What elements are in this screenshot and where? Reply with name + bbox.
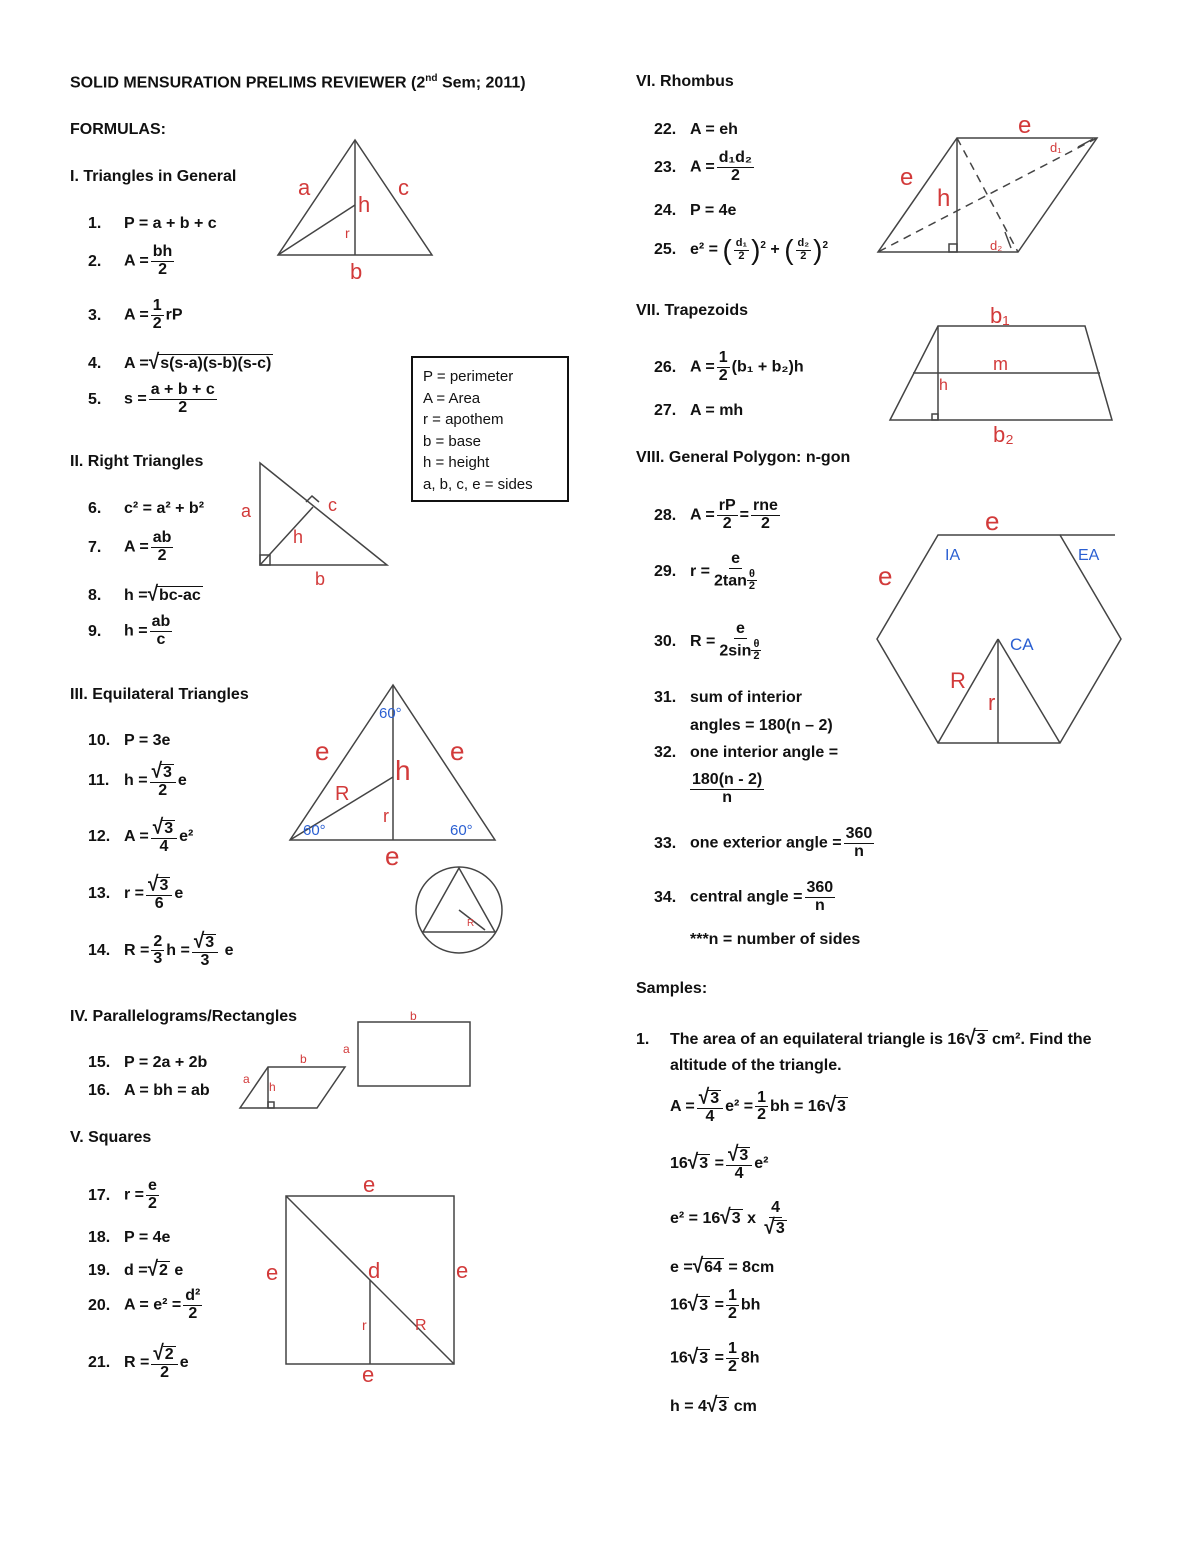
label-r: r	[345, 225, 350, 241]
equilateral-triangle-diagram	[285, 680, 510, 960]
formula-30: 30. R = e 2sin $\frac{\theta}{2}$	[654, 620, 760, 663]
formula-5: 5. s = $\frac{a + b + c}{2}$	[88, 381, 215, 416]
formula-24: 24. P = 4e	[654, 202, 737, 219]
triangle-general-diagram	[270, 135, 440, 285]
sample-problem: 1. The area of an equilateral triangle is 16√3 cm². Find the	[636, 1026, 1092, 1051]
formula-20: 20. A = e² = $\frac{\text{d²}}{2}$	[88, 1287, 201, 1322]
formulas-heading: FORMULAS:	[70, 121, 166, 138]
formula-29: 29. r = e 2tan $\frac{\theta}{2}$	[654, 550, 756, 593]
formula-8: 8. h =√bc-ac	[88, 582, 201, 607]
label-CA: CA	[1010, 635, 1034, 654]
formula-32-fraction: $\frac{180(n - 2)}{n}$	[692, 771, 763, 806]
formula-4: 4. A =√s(s-a)(s-b)(s-c)	[88, 350, 272, 375]
label-h: h	[937, 185, 951, 212]
solution-step-7: h = 4√3 cm	[670, 1393, 757, 1418]
formula-31: 31. sum of interior	[654, 689, 803, 706]
label-r: r	[383, 806, 389, 826]
label-c: c	[328, 495, 337, 515]
formula-6: 6. c² = a² + b²	[88, 500, 205, 517]
formula-11: 11. h = $\frac{√3}{2}$ e	[88, 759, 187, 799]
label-b-para: b	[300, 1052, 307, 1066]
label-r: r	[988, 690, 996, 715]
formula-26: 26. A = $\frac{1}{2}$ (b₁ + b₂)h	[654, 349, 804, 384]
label-a: a	[298, 175, 311, 200]
label-R: R	[950, 668, 966, 693]
solution-step-1: A = $\frac{√3}{4}$ e² = $\frac{1}{2}$ bh = 16√3	[670, 1085, 846, 1125]
formula-27: 27. A = mh	[654, 402, 744, 419]
section-trapezoids: VII. Trapezoids	[636, 302, 749, 319]
variable-legend: P = perimeter A = Area r = apothem b = base h = height a, b, c, e = sides	[411, 356, 569, 502]
formula-28: 28. A = $\frac{rP}{2}$ = rne 2	[654, 497, 778, 532]
label-b1: b₁	[990, 303, 1010, 328]
section-equilateral-triangles: III. Equilateral Triangles	[70, 686, 249, 703]
formula-34: 34. central angle = $\frac{360}{n}$	[654, 879, 834, 914]
label-b2: b₂	[993, 422, 1014, 445]
formula-17: 17. r = $\frac{e}{2}$	[88, 1177, 157, 1212]
formula-33: 33. one exterior angle = $\frac{360}{n}$	[654, 825, 873, 860]
label-e-left: e	[900, 164, 914, 191]
right-triangle-diagram	[235, 455, 395, 590]
formula-21: 21. R = $\frac{√2}{2}$ e	[88, 1341, 189, 1381]
square-diagram	[260, 1170, 485, 1385]
formula-7: 7. A = $\frac{ab}{2}$	[88, 529, 172, 564]
formula-19: 19. d =√2 e	[88, 1257, 184, 1282]
label-60-top: 60°	[379, 705, 402, 722]
solution-step-3: e² = 16√3 x $\frac{4}{√3}$	[670, 1199, 785, 1240]
label-a-para: a	[243, 1072, 250, 1086]
label-a-rect: a	[343, 1042, 350, 1056]
label-r: r	[362, 1317, 367, 1333]
formula-13: 13. r = $\frac{√3}{6}$ e	[88, 872, 184, 912]
label-e-bottom: e	[385, 841, 400, 871]
label-e-top: e	[363, 1172, 376, 1197]
number-of-sides-note: ***n = number of sides	[690, 931, 861, 948]
label-e-right: e	[450, 736, 465, 766]
section-parallelograms: IV. Parallelograms/Rectangles	[70, 1008, 298, 1025]
formula-10: 10. P = 3e	[88, 732, 171, 749]
label-R: R	[335, 783, 350, 805]
label-c: c	[398, 175, 409, 200]
section-triangles-general: I. Triangles in General	[70, 168, 237, 185]
label-e-left: e	[878, 561, 893, 591]
formula-9: 9. h = $\frac{ab}{c}$	[88, 613, 171, 648]
label-60-right: 60°	[450, 822, 473, 839]
solution-step-5: 16√3 = $\frac{1}{2}$ bh	[670, 1287, 761, 1322]
label-b: b	[315, 569, 326, 589]
label-e-left: e	[266, 1260, 279, 1285]
label-e-right: e	[456, 1258, 469, 1283]
section-general-polygon: VIII. General Polygon: n-gon	[636, 449, 851, 466]
formula-23: 23. A = $\frac{\text{d₁d₂}}{2}$	[654, 149, 753, 184]
formula-12: 12. A = $\frac{√3}{4}$ e²	[88, 815, 194, 855]
label-b-rect: b	[410, 1009, 417, 1023]
formula-14: 14. R = $\frac{2}{3}$ h = $\frac{√3}{3}$ e	[88, 929, 234, 969]
solution-step-4: e =√64 = 8cm	[670, 1254, 775, 1279]
label-60-left: 60°	[303, 822, 326, 839]
label-a: a	[241, 501, 252, 521]
trapezoid-diagram	[885, 300, 1120, 445]
section-rhombus: VI. Rhombus	[636, 73, 734, 90]
solution-step-2: 16√3 = $\frac{√3}{4}$ e²	[670, 1142, 769, 1182]
samples-heading: Samples:	[636, 980, 708, 997]
section-right-triangles: II. Right Triangles	[70, 453, 204, 470]
label-e-bottom: e	[362, 1362, 375, 1385]
label-e-top: e	[985, 506, 1000, 536]
formula-2: 2. A = $\frac{bh}{2}$	[88, 243, 173, 278]
label-m: m	[993, 354, 1008, 374]
label-d1: d₁	[1050, 140, 1062, 155]
formula-25: 25. e² = ( $\frac{\text{d₁}}{2}$ )$^2$ + ( $\frac{\text{d₂}}{2}$ )$^2$	[654, 234, 829, 265]
label-b: b	[350, 259, 363, 284]
parallelogram-rectangle-diagram	[235, 1005, 480, 1115]
label-d2: d₂	[990, 238, 1003, 253]
label-e-top: e	[1018, 112, 1032, 139]
formula-32: 32. one interior angle =	[654, 744, 839, 761]
label-h: h	[939, 377, 948, 394]
formula-22: 22. A = eh	[654, 121, 738, 138]
page-title: SOLID MENSURATION PRELIMS REVIEWER (2nd Sem; 2011)	[70, 73, 526, 92]
formula-16: 16. A = bh = ab	[88, 1082, 210, 1099]
label-EA: EA	[1078, 547, 1100, 564]
label-R: R	[415, 1317, 427, 1334]
label-e-left: e	[315, 736, 330, 766]
sample-problem-cont: altitude of the triangle.	[670, 1057, 842, 1074]
formula-15: 15. P = 2a + 2b	[88, 1054, 208, 1071]
formula-3: 3. A = $\frac{1}{2}$ rP	[88, 297, 183, 332]
section-squares: V. Squares	[70, 1129, 152, 1146]
label-h-para: h	[269, 1080, 276, 1094]
hexagon-diagram	[870, 505, 1130, 750]
label-h: h	[293, 527, 304, 547]
formula-18: 18. P = 4e	[88, 1229, 171, 1246]
solution-step-6: 16√3 = $\frac{1}{2}$ 8h	[670, 1340, 760, 1375]
rhombus-diagram	[875, 110, 1105, 260]
label-h: h	[395, 755, 411, 786]
label-R-small: R	[467, 918, 475, 929]
label-h: h	[358, 192, 371, 217]
label-IA: IA	[945, 547, 961, 564]
formula-1: 1. P = a + b + c	[88, 215, 217, 232]
label-d: d	[368, 1258, 381, 1283]
formula-31-cont: angles = 180(n – 2)	[690, 717, 833, 734]
